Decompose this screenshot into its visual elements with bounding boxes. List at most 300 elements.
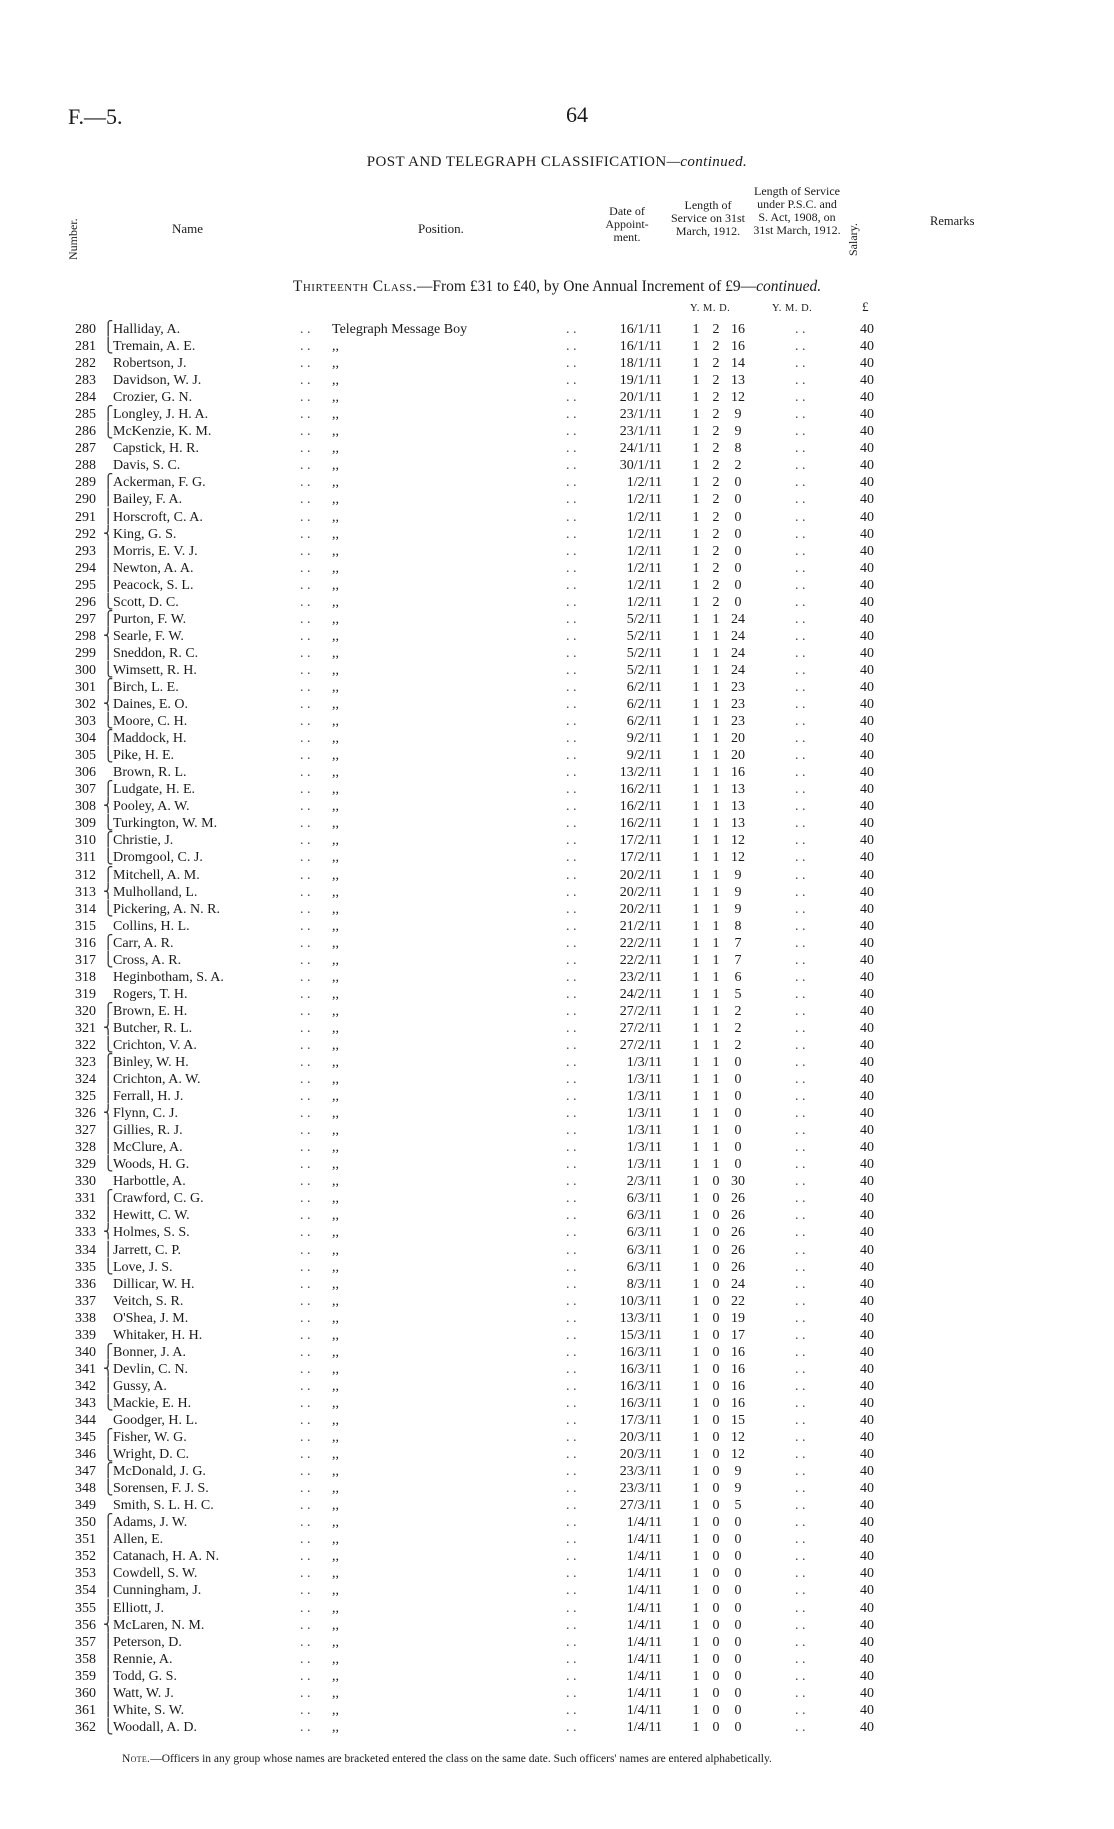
position-cell: ,, (332, 1430, 339, 1446)
leader-dots: . . (300, 322, 311, 337)
service-months: 2 (712, 526, 720, 542)
leader-dots: . . (300, 1515, 311, 1531)
officer-name: Rogers, T. H. (113, 986, 188, 1002)
officer-name: Cunningham, J. (113, 1583, 202, 1599)
appointment-date: 1/4/11 (626, 1566, 662, 1582)
salary-cell: 40 (860, 884, 874, 900)
appointment-date: 1/2/11 (626, 475, 662, 491)
service-years: 1 (692, 356, 700, 372)
service-months: 0 (712, 1276, 720, 1292)
row-number: 361 (75, 1702, 96, 1718)
leader-dots: . . (300, 1174, 311, 1190)
salary-cell: 40 (860, 1378, 874, 1394)
header-number: Number. (66, 218, 80, 260)
bracket-mark: ⎪ (103, 1600, 114, 1616)
position-cell: ,, (332, 1276, 339, 1292)
service-years: 1 (692, 1413, 700, 1428)
leader-dots: . . (300, 782, 311, 798)
officer-name: Maddock, H. (113, 731, 187, 747)
table-row (0, 406, 1114, 423)
leader-dots: . . (566, 1310, 577, 1326)
row-number: 359 (75, 1668, 96, 1684)
leader-dots: . . (795, 1310, 806, 1326)
officer-name: Smith, S. L. H. C. (113, 1498, 214, 1514)
leader-dots: . . (300, 560, 311, 576)
table-row (0, 1480, 1114, 1497)
header-length-psc: Length of Service under P.S.C. and S. Act, 1908, on 31st March, 1912. (753, 184, 841, 237)
service-years: 1 (692, 1464, 700, 1480)
officer-name: Robertson, J. (113, 356, 187, 372)
leader-dots: . . (795, 765, 806, 781)
position-cell: ,, (332, 697, 339, 713)
service-days: 15 (731, 1413, 745, 1428)
appointment-date: 1/4/11 (626, 1583, 662, 1599)
appointment-date: 1/3/11 (626, 1055, 662, 1071)
leader-dots: . . (795, 731, 806, 747)
position-cell: ,, (332, 1566, 339, 1582)
row-number: 285 (75, 407, 96, 423)
officer-name: Peacock, S. L. (113, 577, 194, 593)
appointment-date: 1/4/11 (626, 1702, 662, 1718)
leader-dots: . . (566, 1293, 577, 1309)
service-months: 0 (712, 1191, 720, 1207)
salary-cell: 40 (860, 509, 874, 525)
leader-dots: . . (566, 1515, 577, 1531)
officer-name: Crawford, C. G. (113, 1191, 204, 1207)
position-cell: ,, (332, 1378, 339, 1394)
position-cell: ,, (332, 424, 339, 440)
appointment-date: 1/4/11 (626, 1515, 662, 1531)
row-number: 311 (75, 850, 96, 866)
leader-dots: . . (566, 867, 577, 883)
leader-dots: . . (300, 833, 311, 849)
table-row (0, 457, 1114, 474)
appointment-date: 16/3/11 (619, 1361, 662, 1377)
service-days: 26 (731, 1208, 745, 1224)
bracket-mark: ⎧ (103, 1191, 114, 1207)
service-years: 1 (692, 1106, 700, 1122)
leader-dots: . . (566, 697, 577, 713)
service-years: 1 (692, 1157, 700, 1173)
bracket-mark: ⎪ (103, 1532, 114, 1548)
service-days: 2 (734, 1020, 742, 1036)
leader-dots: . . (566, 1464, 577, 1480)
officer-name: Mulholland, L. (113, 884, 198, 900)
leader-dots: . . (795, 645, 806, 661)
position-cell: ,, (332, 731, 339, 747)
leader-dots: . . (566, 1702, 577, 1718)
salary-cell: 40 (860, 986, 874, 1002)
leader-dots: . . (795, 1413, 806, 1428)
row-number: 342 (75, 1378, 96, 1394)
row-number: 328 (75, 1140, 96, 1156)
bracket-mark: ⎨ (103, 1106, 114, 1122)
officer-name: Morris, E. V. J. (113, 543, 198, 559)
appointment-date: 8/3/11 (626, 1276, 662, 1292)
leader-dots: . . (300, 1532, 311, 1548)
salary-cell: 40 (860, 867, 874, 883)
bracket-mark: ⎩ (103, 816, 114, 832)
leader-dots: . . (566, 322, 577, 337)
bracket-mark: ⎩ (103, 1037, 114, 1053)
position-cell: ,, (332, 1719, 339, 1735)
leader-dots: . . (566, 390, 577, 406)
salary-cell: 40 (860, 1549, 874, 1565)
table-row (0, 1173, 1114, 1190)
table-row (0, 1259, 1114, 1276)
appointment-date: 1/4/11 (626, 1600, 662, 1616)
salary-cell: 40 (860, 679, 874, 695)
page-id: F.—5. (68, 104, 123, 129)
service-days: 0 (734, 492, 742, 508)
header-salary: Salary. (846, 223, 860, 256)
appointment-date: 6/2/11 (626, 714, 662, 730)
service-months: 1 (712, 850, 720, 866)
service-months: 0 (712, 1225, 720, 1241)
bracket-mark: ⎪ (103, 1702, 114, 1718)
salary-cell: 40 (860, 475, 874, 491)
table-row (0, 1037, 1114, 1054)
position-cell: ,, (332, 1140, 339, 1156)
officer-name: Mitchell, A. M. (113, 867, 200, 883)
table-row (0, 1497, 1114, 1514)
service-months: 0 (712, 1702, 720, 1718)
bracket-mark: ⎧ (103, 833, 114, 849)
officer-name: Whitaker, H. H. (113, 1327, 203, 1343)
officer-name: Holmes, S. S. (113, 1225, 190, 1241)
service-days: 16 (731, 1361, 745, 1377)
table-row (0, 491, 1114, 508)
salary-cell: 40 (860, 1293, 874, 1309)
officer-name: Pickering, A. N. R. (113, 901, 220, 917)
table-row (0, 440, 1114, 457)
service-years: 1 (692, 424, 700, 440)
position-cell: ,, (332, 1174, 339, 1190)
service-years: 1 (692, 526, 700, 542)
salary-cell: 40 (860, 390, 874, 406)
service-days: 0 (734, 1157, 742, 1173)
service-days: 26 (731, 1242, 745, 1258)
appointment-date: 23/3/11 (619, 1464, 662, 1480)
leader-dots: . . (566, 1413, 577, 1428)
leader-dots: . . (795, 918, 806, 934)
leader-dots: . . (566, 1361, 577, 1377)
table-row (0, 815, 1114, 832)
leader-dots: . . (795, 1378, 806, 1394)
appointment-date: 22/2/11 (619, 935, 662, 951)
service-months: 0 (712, 1413, 720, 1428)
bracket-mark: ⎪ (103, 560, 114, 576)
table-row (0, 526, 1114, 543)
position-cell: ,, (332, 1549, 339, 1565)
row-number: 360 (75, 1685, 96, 1701)
row-number: 345 (75, 1430, 96, 1446)
leader-dots: . . (566, 1344, 577, 1360)
service-years: 1 (692, 1123, 700, 1139)
bracket-mark: ⎩ (103, 850, 114, 866)
service-days: 0 (734, 475, 742, 491)
service-months: 2 (712, 390, 720, 406)
appointment-date: 16/3/11 (619, 1395, 662, 1411)
table-row (0, 1395, 1114, 1412)
leader-dots: . . (300, 1651, 311, 1667)
bracket-mark: ⎪ (103, 577, 114, 593)
salary-cell: 40 (860, 1600, 874, 1616)
row-number: 341 (75, 1361, 96, 1377)
service-days: 0 (734, 1123, 742, 1139)
service-months: 1 (712, 935, 720, 951)
service-years: 1 (692, 850, 700, 866)
service-days: 22 (731, 1293, 745, 1309)
leader-dots: . . (566, 1157, 577, 1173)
bracket-mark: ⎨ (103, 697, 114, 713)
page-number: 64 (566, 102, 588, 127)
officer-name: Searle, F. W. (113, 628, 184, 644)
table-row (0, 969, 1114, 986)
service-years: 1 (692, 1225, 700, 1241)
service-years: 1 (692, 1702, 700, 1718)
service-days: 23 (731, 697, 745, 713)
service-months: 0 (712, 1208, 720, 1224)
leader-dots: . . (566, 407, 577, 423)
appointment-date: 6/3/11 (626, 1191, 662, 1207)
row-number: 329 (75, 1157, 96, 1173)
salary-cell: 40 (860, 492, 874, 508)
service-days: 0 (734, 1617, 742, 1633)
position-cell: ,, (332, 1020, 339, 1036)
leader-dots: . . (795, 1634, 806, 1650)
position-cell: ,, (332, 1089, 339, 1105)
position-cell: ,, (332, 1498, 339, 1514)
row-number: 353 (75, 1566, 96, 1582)
leader-dots: . . (566, 969, 577, 985)
leader-dots: . . (566, 1072, 577, 1088)
bracket-mark: ⎩ (103, 1719, 114, 1735)
service-months: 1 (712, 1055, 720, 1071)
position-cell: ,, (332, 714, 339, 730)
leader-dots: . . (795, 1276, 806, 1292)
officer-name: Bonner, J. A. (113, 1344, 186, 1360)
leader-dots: . . (300, 1020, 311, 1036)
appointment-date: 17/3/11 (619, 1413, 662, 1428)
row-number: 338 (75, 1310, 96, 1326)
leader-dots: . . (795, 850, 806, 866)
service-months: 0 (712, 1634, 720, 1650)
header-date: Date of Appoint-ment. (605, 204, 649, 244)
salary-cell: 40 (860, 1515, 874, 1531)
service-years: 1 (692, 543, 700, 559)
leader-dots: . . (300, 526, 311, 542)
leader-dots: . . (566, 373, 577, 389)
service-months: 0 (712, 1242, 720, 1258)
leader-dots: . . (300, 1037, 311, 1053)
service-days: 0 (734, 1140, 742, 1156)
leader-dots: . . (300, 1157, 311, 1173)
service-years: 1 (692, 1430, 700, 1446)
appointment-date: 13/3/11 (619, 1310, 662, 1326)
service-years: 1 (692, 1072, 700, 1088)
bracket-mark: ⎪ (103, 1208, 114, 1224)
position-cell: ,, (332, 782, 339, 798)
officer-name: Gussy, A. (113, 1378, 167, 1394)
appointment-date: 1/3/11 (626, 1089, 662, 1105)
appointment-date: 1/4/11 (626, 1668, 662, 1684)
service-days: 0 (734, 577, 742, 593)
officer-name: Tremain, A. E. (113, 339, 196, 355)
service-years: 1 (692, 1481, 700, 1497)
leader-dots: . . (795, 1430, 806, 1446)
service-days: 0 (734, 560, 742, 576)
row-number: 350 (75, 1515, 96, 1531)
officer-name: Flynn, C. J. (113, 1106, 178, 1122)
leader-dots: . . (300, 1089, 311, 1105)
row-number: 283 (75, 373, 96, 389)
service-days: 24 (731, 662, 745, 678)
service-days: 16 (731, 1378, 745, 1394)
leader-dots: . . (795, 475, 806, 491)
bracket-mark: ⎩ (103, 339, 114, 355)
leader-dots: . . (300, 884, 311, 900)
leader-dots: . . (566, 714, 577, 730)
service-days: 2 (734, 1037, 742, 1053)
appointment-date: 6/2/11 (626, 697, 662, 713)
leader-dots: . . (300, 1685, 311, 1701)
appointment-date: 6/3/11 (626, 1208, 662, 1224)
position-cell: ,, (332, 1395, 339, 1411)
officer-name: Butcher, R. L. (113, 1020, 193, 1036)
leader-dots: . . (566, 1123, 577, 1139)
officer-name: Moore, C. H. (113, 714, 188, 730)
position-cell: ,, (332, 1055, 339, 1071)
salary-cell: 40 (860, 1361, 874, 1377)
leader-dots: . . (300, 577, 311, 593)
row-number: 315 (75, 918, 96, 934)
service-months: 2 (712, 356, 720, 372)
table-row (0, 781, 1114, 798)
leader-dots: . . (300, 628, 311, 644)
salary-cell: 40 (860, 901, 874, 917)
row-number: 336 (75, 1276, 96, 1292)
appointment-date: 1/3/11 (626, 1157, 662, 1173)
row-number: 347 (75, 1464, 96, 1480)
salary-cell: 40 (860, 1310, 874, 1326)
leader-dots: . . (795, 1651, 806, 1667)
service-days: 26 (731, 1259, 745, 1275)
service-years: 1 (692, 1651, 700, 1667)
position-cell: ,, (332, 1413, 339, 1428)
leader-dots: . . (795, 662, 806, 678)
officer-name: Cross, A. R. (113, 952, 182, 968)
leader-dots: . . (566, 1430, 577, 1446)
service-days: 0 (734, 1089, 742, 1105)
row-number: 306 (75, 765, 96, 781)
row-number: 317 (75, 952, 96, 968)
salary-cell: 40 (860, 611, 874, 627)
leader-dots: . . (795, 1583, 806, 1599)
officer-name: Dromgool, C. J. (113, 850, 203, 866)
table-row (0, 918, 1114, 935)
note-text: —Officers in any group whose names are bracketed entered the class on the same date. Such officers' names are entered alphabetically. (150, 1753, 772, 1765)
position-cell: ,, (332, 509, 339, 525)
service-days: 0 (734, 1532, 742, 1548)
table-row (0, 423, 1114, 440)
service-years: 1 (692, 1242, 700, 1258)
officer-name: Jarrett, C. P. (113, 1242, 182, 1258)
leader-dots: . . (566, 1668, 577, 1684)
table-row (0, 1071, 1114, 1088)
service-years: 1 (692, 799, 700, 815)
leader-dots: . . (300, 901, 311, 917)
service-months: 1 (712, 867, 720, 883)
appointment-date: 27/2/11 (619, 1003, 662, 1019)
bracket-mark: ⎩ (103, 714, 114, 730)
leader-dots: . . (795, 458, 806, 474)
appointment-date: 16/1/11 (619, 339, 662, 355)
row-number: 362 (75, 1719, 96, 1735)
leader-dots: . . (300, 816, 311, 832)
row-number: 351 (75, 1532, 96, 1548)
officer-name: Brown, E. H. (113, 1003, 188, 1019)
leader-dots: . . (566, 1395, 577, 1411)
service-months: 0 (712, 1395, 720, 1411)
appointment-date: 23/1/11 (619, 424, 662, 440)
table-row (0, 1156, 1114, 1173)
leader-dots: . . (566, 424, 577, 440)
leader-dots: . . (300, 850, 311, 866)
table-row (0, 1412, 1114, 1429)
appointment-date: 30/1/11 (619, 458, 662, 474)
service-days: 12 (731, 1430, 745, 1446)
officer-name: Fisher, W. G. (113, 1430, 187, 1446)
officer-name: Turkington, W. M. (113, 816, 218, 832)
table-row (0, 1190, 1114, 1207)
table-row (0, 952, 1114, 969)
leader-dots: . . (300, 1719, 311, 1735)
table-row (0, 1293, 1114, 1310)
leader-dots: . . (795, 969, 806, 985)
officer-name: Horscroft, C. A. (113, 509, 203, 525)
salary-cell: 40 (860, 1447, 874, 1463)
service-years: 1 (692, 918, 700, 934)
service-days: 0 (734, 1719, 742, 1735)
officer-name: Halliday, A. (113, 322, 181, 337)
leader-dots: . . (300, 1430, 311, 1446)
service-months: 2 (712, 441, 720, 457)
leader-dots: . . (566, 356, 577, 372)
leader-dots: . . (566, 1549, 577, 1565)
row-number: 280 (75, 322, 96, 337)
leader-dots: . . (300, 1617, 311, 1633)
service-years: 1 (692, 1600, 700, 1616)
officer-name: O'Shea, J. M. (113, 1310, 189, 1326)
position-cell: ,, (332, 1123, 339, 1139)
appointment-date: 20/3/11 (619, 1447, 662, 1463)
table-row (0, 1617, 1114, 1634)
title-suffix: —continued. (666, 154, 748, 170)
page-title (0, 154, 1114, 171)
service-years: 1 (692, 1378, 700, 1394)
leader-dots: . . (300, 424, 311, 440)
leader-dots: . . (795, 884, 806, 900)
leader-dots: . . (795, 322, 806, 337)
bracket-mark: ⎪ (103, 1378, 114, 1394)
service-days: 13 (731, 373, 745, 389)
officer-name: Collins, H. L. (113, 918, 190, 934)
appointment-date: 16/2/11 (619, 816, 662, 832)
service-months: 1 (712, 833, 720, 849)
row-number: 281 (75, 339, 96, 355)
leader-dots: . . (795, 1157, 806, 1173)
